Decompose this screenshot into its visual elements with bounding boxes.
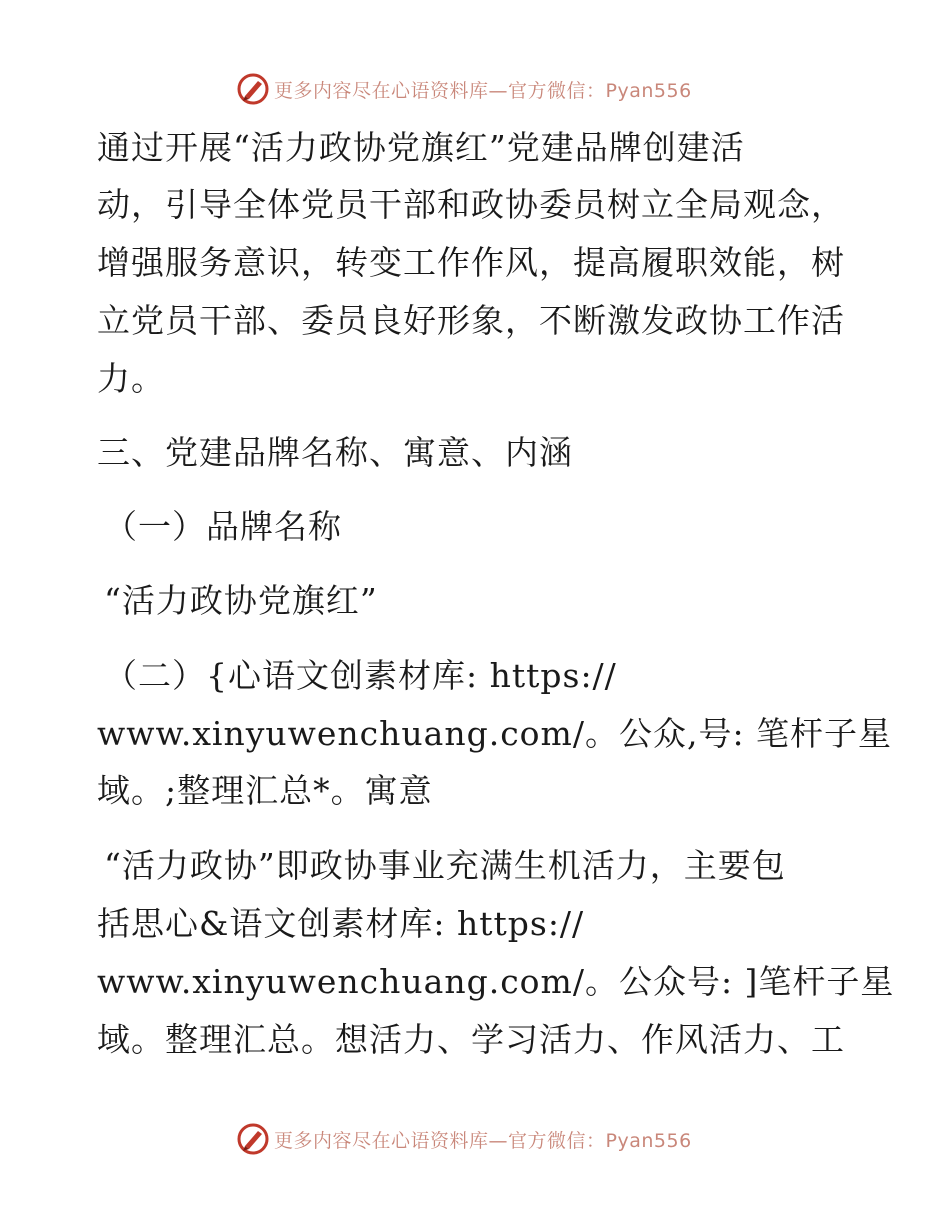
body-line: 力。 <box>97 359 165 398</box>
body-line: 域。;整理汇总*。寓意 <box>97 771 433 810</box>
body-line: www.xinyuwenchuang.com/。公众号: ]笔杆子星 <box>97 962 895 1001</box>
footer-banner-text: 更多内容尽在心语资料库—官方微信：Pyan556 <box>274 1129 692 1152</box>
body-line: 域。整理汇总。想活力、学习活力、作风活力、工 <box>97 1020 845 1059</box>
section-heading: 三、党建品牌名称、寓意、内涵 <box>97 433 573 472</box>
header-banner-text: 更多内容尽在心语资料库—官方微信：Pyan556 <box>274 79 692 102</box>
subsection-heading: （二）{心语文创素材库: https:// <box>104 656 617 695</box>
pen-logo-icon <box>236 72 270 106</box>
footer-banner <box>236 1122 736 1156</box>
subsection-heading: （一）品牌名称 <box>104 507 342 546</box>
body-line: “活力政协”即政协事业充满生机活力，主要包 <box>104 846 786 885</box>
brand-name-line: “活力政协党旗红” <box>104 581 378 620</box>
body-line: 立党员干部、委员良好形象，不断激发政协工作活 <box>97 301 845 340</box>
body-line: 通过开展“活力政协党旗红”党建品牌创建活 <box>97 128 745 167</box>
pen-logo-icon <box>236 1122 270 1156</box>
body-line: www.xinyuwenchuang.com/。公众,号: 笔杆子星 <box>97 714 893 753</box>
body-line: 动，引导全体党员干部和政协委员树立全局观念， <box>97 185 845 224</box>
body-line: 括思心&语文创素材库: https:// <box>97 904 585 943</box>
body-line: 增强服务意识，转变工作作风，提高履职效能，树 <box>97 243 845 282</box>
header-banner <box>236 72 736 106</box>
